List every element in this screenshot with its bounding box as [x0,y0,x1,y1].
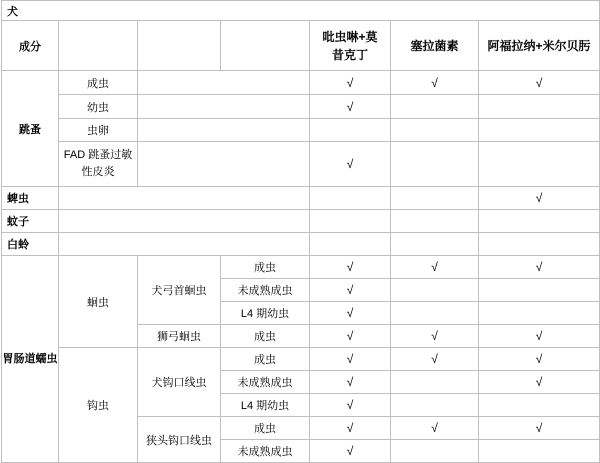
check-mark: √ [479,71,600,95]
blank-cell [391,210,479,233]
blank-cell [310,233,391,256]
group-ticks: 蜱虫 [2,187,59,210]
blank-header-cell [138,21,221,71]
check-mark: √ [310,256,391,279]
check-mark: √ [391,417,479,440]
product-header-selamectin: 塞拉菌素 [391,21,479,71]
subgroup-hookworms: 钩虫 [59,348,138,463]
check-mark: √ [310,440,391,463]
parasite-coverage-table [1,0,600,463]
check-mark: √ [310,325,391,348]
species-uncinaria: 狭头钩口线虫 [138,417,221,463]
check-mark: √ [310,302,391,325]
stage-adult: 成虫 [221,256,310,279]
group-sandfly: 白蛉 [2,233,59,256]
blank-cell [391,142,479,187]
blank-cell [138,95,310,119]
stage-immature-adult: 未成熟成虫 [221,371,310,394]
check-mark: √ [310,71,391,95]
check-mark: √ [310,95,391,119]
row-label-flea-egg: 虫卵 [59,119,138,142]
blank-cell [391,440,479,463]
row-label-flea-fad: FAD 跳蚤过敏性皮炎 [59,142,138,187]
stage-adult: 成虫 [221,325,310,348]
blank-cell [138,142,310,187]
check-mark: √ [391,71,479,95]
blank-cell [479,142,600,187]
blank-cell [310,119,391,142]
blank-cell [391,302,479,325]
blank-cell [391,394,479,417]
blank-cell [479,279,600,302]
check-mark: √ [310,371,391,394]
check-mark: √ [479,256,600,279]
stage-immature-adult: 未成熟成虫 [221,279,310,302]
blank-cell [391,119,479,142]
blank-cell [479,394,600,417]
subgroup-roundworms: 蛔虫 [59,256,138,348]
check-mark: √ [391,325,479,348]
product-header-imidacloprid-moxidectin: 吡虫啉+莫昔克丁 [310,21,391,71]
product-header-afoxolaner-milbemycin: 阿福拉纳+米尔贝肟 [479,21,600,71]
check-mark: √ [479,187,600,210]
blank-cell [138,119,310,142]
blank-cell [310,187,391,210]
blank-cell [391,371,479,394]
species-ancylostoma-caninum: 犬钩口线虫 [138,348,221,417]
blank-cell [479,302,600,325]
blank-cell [479,440,600,463]
blank-cell [391,279,479,302]
group-mosquito: 蚊子 [2,210,59,233]
check-mark: √ [479,348,600,371]
check-mark: √ [391,256,479,279]
blank-header-cell [59,21,138,71]
stage-l4-larva: L4 期幼虫 [221,302,310,325]
blank-cell [479,119,600,142]
blank-header-cell [221,21,310,71]
blank-cell [479,95,600,119]
stage-adult: 成虫 [221,417,310,440]
blank-cell [391,187,479,210]
blank-cell [59,233,310,256]
check-mark: √ [391,348,479,371]
check-mark: √ [479,417,600,440]
check-mark: √ [310,417,391,440]
check-mark: √ [310,394,391,417]
species-toxascaris-leonina: 狮弓蛔虫 [138,325,221,348]
blank-cell [138,71,310,95]
check-mark: √ [479,371,600,394]
blank-cell [391,233,479,256]
stage-l4-larva: L4 期幼虫 [221,394,310,417]
blank-cell [59,210,310,233]
species-title: 犬 [2,1,600,21]
group-fleas: 跳蚤 [2,71,59,187]
check-mark: √ [310,348,391,371]
row-label-flea-adult: 成虫 [59,71,138,95]
blank-cell [310,210,391,233]
check-mark: √ [310,142,391,187]
species-toxocara-canis: 犬弓首蛔虫 [138,256,221,325]
group-gi-worms: 胃肠道蠕虫 [2,256,59,463]
row-label-flea-larva: 幼虫 [59,95,138,119]
check-mark: √ [479,325,600,348]
stage-adult: 成虫 [221,348,310,371]
component-header: 成分 [2,21,59,71]
blank-cell [391,95,479,119]
check-mark: √ [310,279,391,302]
stage-immature-adult: 未成熟成虫 [221,440,310,463]
blank-cell [59,187,310,210]
blank-cell [479,210,600,233]
blank-cell [479,233,600,256]
